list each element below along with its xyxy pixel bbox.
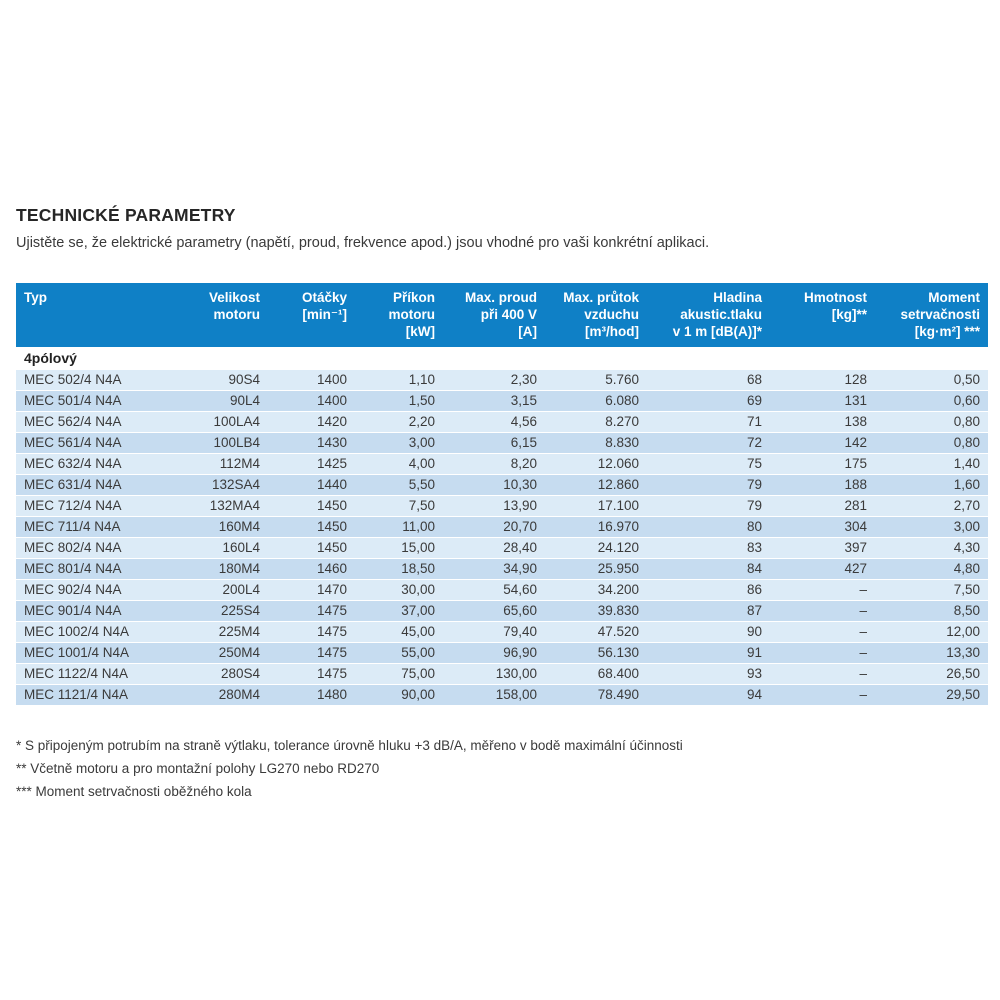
header-row bbox=[16, 283, 988, 347]
table-cell: 138 bbox=[770, 412, 875, 433]
table-cell: 90L4 bbox=[171, 391, 268, 412]
header-cell: Velikost motoru bbox=[171, 283, 268, 347]
table-row bbox=[16, 517, 988, 538]
table-cell: 13,90 bbox=[443, 496, 545, 517]
table-cell: 71 bbox=[647, 412, 770, 433]
table-cell: 72 bbox=[647, 433, 770, 454]
table-cell: 8,50 bbox=[875, 601, 988, 622]
table-cell: 180M4 bbox=[171, 559, 268, 580]
table-cell: 1400 bbox=[268, 391, 355, 412]
table-cell: 56.130 bbox=[545, 643, 647, 664]
table-cell: 2,20 bbox=[355, 412, 443, 433]
table-cell: 11,00 bbox=[355, 517, 443, 538]
table-cell: 4,56 bbox=[443, 412, 545, 433]
table-cell: MEC 632/4 N4A bbox=[16, 454, 171, 475]
table-cell: MEC 801/4 N4A bbox=[16, 559, 171, 580]
table-cell: 29,50 bbox=[875, 685, 988, 706]
table-cell: 3,00 bbox=[355, 433, 443, 454]
table-row bbox=[16, 454, 988, 475]
table-cell: 225S4 bbox=[171, 601, 268, 622]
table-cell: 1460 bbox=[268, 559, 355, 580]
table-cell: 54,60 bbox=[443, 580, 545, 601]
table-cell: 304 bbox=[770, 517, 875, 538]
table-cell: 8.270 bbox=[545, 412, 647, 433]
table-cell: 100LA4 bbox=[171, 412, 268, 433]
table-cell: – bbox=[770, 685, 875, 706]
table-cell: 225M4 bbox=[171, 622, 268, 643]
table-cell: 75 bbox=[647, 454, 770, 475]
table-cell: 26,50 bbox=[875, 664, 988, 685]
table-cell: 158,00 bbox=[443, 685, 545, 706]
table-cell: MEC 562/4 N4A bbox=[16, 412, 171, 433]
table-cell: 5,50 bbox=[355, 475, 443, 496]
table-cell: 1450 bbox=[268, 517, 355, 538]
table-cell: 281 bbox=[770, 496, 875, 517]
header-cell: Hladina akustic.tlaku v 1 m [dB(A)]* bbox=[647, 283, 770, 347]
table-cell: 79 bbox=[647, 496, 770, 517]
table-row bbox=[16, 580, 988, 601]
table-cell: MEC 1122/4 N4A bbox=[16, 664, 171, 685]
table-cell: 1450 bbox=[268, 538, 355, 559]
table-cell: 1425 bbox=[268, 454, 355, 475]
table-cell: 397 bbox=[770, 538, 875, 559]
table-cell: 131 bbox=[770, 391, 875, 412]
table-cell: 1475 bbox=[268, 643, 355, 664]
header-cell: Hmotnost [kg]** bbox=[770, 283, 875, 347]
table-cell: 7,50 bbox=[355, 496, 443, 517]
table-cell: 132SA4 bbox=[171, 475, 268, 496]
table-cell: 160M4 bbox=[171, 517, 268, 538]
table-cell: MEC 712/4 N4A bbox=[16, 496, 171, 517]
table-cell: 20,70 bbox=[443, 517, 545, 538]
table-cell: 87 bbox=[647, 601, 770, 622]
table-cell: 65,60 bbox=[443, 601, 545, 622]
table-cell: 79,40 bbox=[443, 622, 545, 643]
table-cell: 1475 bbox=[268, 601, 355, 622]
table-cell: 128 bbox=[770, 370, 875, 391]
table-cell: MEC 1002/4 N4A bbox=[16, 622, 171, 643]
header-cell: Max. proud při 400 V [A] bbox=[443, 283, 545, 347]
table-cell: 0,60 bbox=[875, 391, 988, 412]
table-cell: 12.860 bbox=[545, 475, 647, 496]
table-cell: 39.830 bbox=[545, 601, 647, 622]
table-cell: 1475 bbox=[268, 664, 355, 685]
table-row bbox=[16, 559, 988, 580]
table-cell: 1,40 bbox=[875, 454, 988, 475]
section-row bbox=[16, 347, 988, 370]
table-cell: 6.080 bbox=[545, 391, 647, 412]
table-cell: 1470 bbox=[268, 580, 355, 601]
table-cell: 24.120 bbox=[545, 538, 647, 559]
table-row bbox=[16, 685, 988, 706]
table-cell: 160L4 bbox=[171, 538, 268, 559]
table-cell: 91 bbox=[647, 643, 770, 664]
table-cell: 84 bbox=[647, 559, 770, 580]
table-cell: MEC 711/4 N4A bbox=[16, 517, 171, 538]
table-cell: 1420 bbox=[268, 412, 355, 433]
table-cell: 8,20 bbox=[443, 454, 545, 475]
table-cell: 1440 bbox=[268, 475, 355, 496]
table-cell: 112M4 bbox=[171, 454, 268, 475]
page-subtitle: Ujistěte se, že elektrické parametry (napětí, proud, frekvence apod.) jsou vhodné pro vaši konkrétní aplikaci. bbox=[16, 235, 710, 251]
table-cell: 68 bbox=[647, 370, 770, 391]
table-cell: 6,15 bbox=[443, 433, 545, 454]
table-cell: 96,90 bbox=[443, 643, 545, 664]
table-cell: 83 bbox=[647, 538, 770, 559]
table-cell: MEC 802/4 N4A bbox=[16, 538, 171, 559]
table-cell: 12,00 bbox=[875, 622, 988, 643]
footnote-1: * S připojeným potrubím na straně výtlaku, tolerance úrovně hluku +3 dB/A, měřeno v bodě maximální účinnosti bbox=[16, 738, 683, 753]
table-cell: 10,30 bbox=[443, 475, 545, 496]
table-cell: 55,00 bbox=[355, 643, 443, 664]
table-cell: 90 bbox=[647, 622, 770, 643]
table-cell: 7,50 bbox=[875, 580, 988, 601]
table-cell: – bbox=[770, 622, 875, 643]
table-cell: 130,00 bbox=[443, 664, 545, 685]
table-cell: 75,00 bbox=[355, 664, 443, 685]
table-cell: 4,30 bbox=[875, 538, 988, 559]
table-cell: MEC 1001/4 N4A bbox=[16, 643, 171, 664]
table-cell: 45,00 bbox=[355, 622, 443, 643]
header-cell: Moment setrvačnosti [kg·m²] *** bbox=[875, 283, 988, 347]
header-cell: Typ bbox=[16, 283, 171, 347]
table-cell: MEC 501/4 N4A bbox=[16, 391, 171, 412]
table-cell: 1,60 bbox=[875, 475, 988, 496]
table-header bbox=[16, 283, 988, 347]
technical-parameters-table bbox=[16, 283, 988, 706]
table-cell: 280S4 bbox=[171, 664, 268, 685]
table-body bbox=[16, 347, 988, 706]
table-cell: 0,80 bbox=[875, 433, 988, 454]
table-cell: 100LB4 bbox=[171, 433, 268, 454]
table-row bbox=[16, 643, 988, 664]
page-title: TECHNICKÉ PARAMETRY bbox=[16, 205, 236, 225]
table-cell: 2,30 bbox=[443, 370, 545, 391]
table-cell: 17.100 bbox=[545, 496, 647, 517]
table-cell: 69 bbox=[647, 391, 770, 412]
section-label: 4pólový bbox=[16, 347, 988, 370]
table-cell: 280M4 bbox=[171, 685, 268, 706]
footnote-3: *** Moment setrvačnosti oběžného kola bbox=[16, 784, 252, 799]
table-cell: 25.950 bbox=[545, 559, 647, 580]
table-cell: 68.400 bbox=[545, 664, 647, 685]
table-cell: 47.520 bbox=[545, 622, 647, 643]
table-row bbox=[16, 475, 988, 496]
table-cell: 34.200 bbox=[545, 580, 647, 601]
table-cell: 93 bbox=[647, 664, 770, 685]
header-cell: Příkon motoru [kW] bbox=[355, 283, 443, 347]
table-cell: 37,00 bbox=[355, 601, 443, 622]
table-cell: 1,50 bbox=[355, 391, 443, 412]
table-cell: 2,70 bbox=[875, 496, 988, 517]
table-cell: 3,00 bbox=[875, 517, 988, 538]
table-row bbox=[16, 412, 988, 433]
table-cell: 3,15 bbox=[443, 391, 545, 412]
table-cell: 34,90 bbox=[443, 559, 545, 580]
table-cell: 12.060 bbox=[545, 454, 647, 475]
table-cell: 250M4 bbox=[171, 643, 268, 664]
table-row bbox=[16, 391, 988, 412]
table-row bbox=[16, 433, 988, 454]
table-row bbox=[16, 601, 988, 622]
table-cell: 1430 bbox=[268, 433, 355, 454]
table-cell: 1475 bbox=[268, 622, 355, 643]
table-cell: 1,10 bbox=[355, 370, 443, 391]
table-cell: 4,80 bbox=[875, 559, 988, 580]
table-cell: 86 bbox=[647, 580, 770, 601]
table-cell: – bbox=[770, 601, 875, 622]
table-row bbox=[16, 622, 988, 643]
table-cell: 90,00 bbox=[355, 685, 443, 706]
table-cell: 16.970 bbox=[545, 517, 647, 538]
table-cell: 30,00 bbox=[355, 580, 443, 601]
table-cell: MEC 902/4 N4A bbox=[16, 580, 171, 601]
table-cell: MEC 1121/4 N4A bbox=[16, 685, 171, 706]
table-cell: 15,00 bbox=[355, 538, 443, 559]
table-cell: 0,50 bbox=[875, 370, 988, 391]
table-cell: 1480 bbox=[268, 685, 355, 706]
table-cell: MEC 631/4 N4A bbox=[16, 475, 171, 496]
table-cell: 1450 bbox=[268, 496, 355, 517]
table-cell: 13,30 bbox=[875, 643, 988, 664]
table-cell: – bbox=[770, 643, 875, 664]
table-cell: 94 bbox=[647, 685, 770, 706]
table-cell: 0,80 bbox=[875, 412, 988, 433]
table-cell: 80 bbox=[647, 517, 770, 538]
table-cell: 8.830 bbox=[545, 433, 647, 454]
table-cell: 200L4 bbox=[171, 580, 268, 601]
table-cell: 78.490 bbox=[545, 685, 647, 706]
table-cell: 142 bbox=[770, 433, 875, 454]
table-cell: – bbox=[770, 580, 875, 601]
table-cell: MEC 561/4 N4A bbox=[16, 433, 171, 454]
footnote-2: ** Včetně motoru a pro montažní polohy LG270 nebo RD270 bbox=[16, 761, 380, 776]
table-row bbox=[16, 496, 988, 517]
table-cell: 4,00 bbox=[355, 454, 443, 475]
table-cell: 427 bbox=[770, 559, 875, 580]
table-row bbox=[16, 538, 988, 559]
table-cell: 90S4 bbox=[171, 370, 268, 391]
table-cell: 28,40 bbox=[443, 538, 545, 559]
table-cell: 188 bbox=[770, 475, 875, 496]
table-cell: 1400 bbox=[268, 370, 355, 391]
table-cell: 79 bbox=[647, 475, 770, 496]
header-cell: Otáčky [min⁻¹] bbox=[268, 283, 355, 347]
table-cell: 175 bbox=[770, 454, 875, 475]
table-cell: MEC 502/4 N4A bbox=[16, 370, 171, 391]
table-cell: MEC 901/4 N4A bbox=[16, 601, 171, 622]
footnotes bbox=[16, 734, 986, 803]
header-cell: Max. průtok vzduchu [m³/hod] bbox=[545, 283, 647, 347]
table-cell: – bbox=[770, 664, 875, 685]
table-cell: 5.760 bbox=[545, 370, 647, 391]
table-cell: 18,50 bbox=[355, 559, 443, 580]
table-cell: 132MA4 bbox=[171, 496, 268, 517]
table-row bbox=[16, 370, 988, 391]
table-row bbox=[16, 664, 988, 685]
